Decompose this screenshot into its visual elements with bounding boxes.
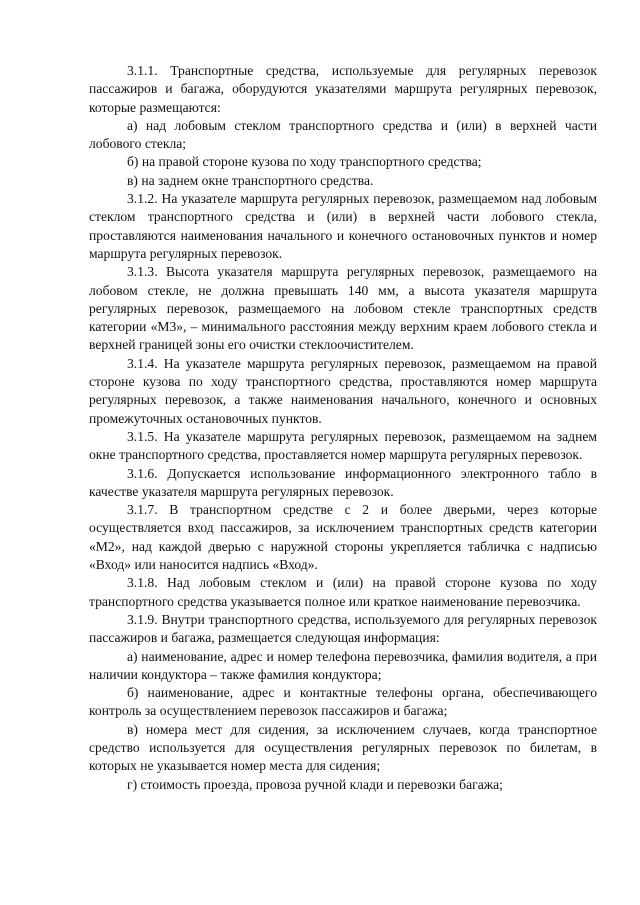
list-item-a: а) над лобовым стеклом транспортного средства и (или) в верхней части лобового стекла; bbox=[89, 117, 597, 152]
paragraph-3-1-7: 3.1.7. В транспортном средстве с 2 и более дверьми, через которые осуществляется вход пассажиров, за исключением транспортных средств категории «М2», над каждой дверью с наружной стороны укрепляется табличка с надписью «Вход» или наносится надпись «Вход». bbox=[89, 502, 597, 573]
paragraph-3-1-2: 3.1.2. На указателе маршрута регулярных перевозок, размещаемом над лобовым стеклом транспортного средства и (или) в верхней части лобового стекла, проставляются наименования начального и конечного остановочных пунктов и номер маршрута регулярных перевозок. bbox=[89, 191, 597, 261]
paragraph-3-1-3: 3.1.3. Высота указателя маршрута регулярных перевозок, размещаемого на лобовом стекле, не должна превышать 140 мм, а высота указателя маршрута регулярных перевозок, размещаемого на лобовом стекле транспортных средств категории «М3», – минимального расстояния между верхним краем лобового стекла и верхней границей зоны его очистки стеклоочистителем. bbox=[89, 264, 597, 353]
paragraph-3-1-5: 3.1.5. На указателе маршрута регулярных перевозок, размещаемом на заднем окне транспортного средства, проставляется номер маршрута регулярных перевозок. bbox=[89, 428, 597, 463]
document-page bbox=[89, 62, 597, 794]
list-item-v-info: в) номера мест для сидения, за исключением случаев, когда транспортное средство используется для осуществления регулярных перевозок по билетам, в которых не указывается номер места для сидения; bbox=[89, 721, 597, 774]
list-item-v: в) на заднем окне транспортного средства. bbox=[127, 172, 374, 188]
list-item-a-info: а) наименование, адрес и номер телефона перевозчика, фамилия водителя, а при наличии кондуктора – также фамилия кондуктора; bbox=[89, 648, 597, 682]
list-item-b-info: б) наименование, адрес и контактные телефоны органа, обеспечивающего контроль за осуществлением перевозок пассажиров и багажа; bbox=[89, 685, 597, 719]
list-item-g-info: г) стоимость проезда, провоза ручной клади и перевозки багажа; bbox=[127, 776, 503, 792]
paragraph-3-1-8: 3.1.8. Над лобовым стеклом и (или) на правой стороне кузова по ходу транспортного средства указывается полное или краткое наименование перевозчика. bbox=[89, 575, 597, 609]
paragraph-3-1-1: 3.1.1. Транспортные средства, используемые для регулярных перевозок пассажиров и багажа, оборудуются указателями маршрута регулярных перевозок, которые размещаются: bbox=[89, 63, 597, 115]
list-item-b: б) на правой стороне кузова по ходу транспортного средства; bbox=[127, 154, 482, 170]
paragraph-3-1-6: 3.1.6. Допускается использование информационного электронного табло в качестве указателя маршрута регулярных перевозок. bbox=[89, 465, 597, 499]
paragraph-3-1-4: 3.1.4. На указателе маршрута регулярных перевозок, размещаемом на правой стороне кузова по ходу транспортного средства, проставляются номер маршрута регулярных перевозок, а также наименования начального, конечного и основных промежуточных остановочных пунктов. bbox=[89, 355, 597, 426]
paragraph-3-1-9: 3.1.9. Внутри транспортного средства, используемого для регулярных перевозок пассажиров и багажа, размещается следующая информация: bbox=[89, 611, 597, 646]
